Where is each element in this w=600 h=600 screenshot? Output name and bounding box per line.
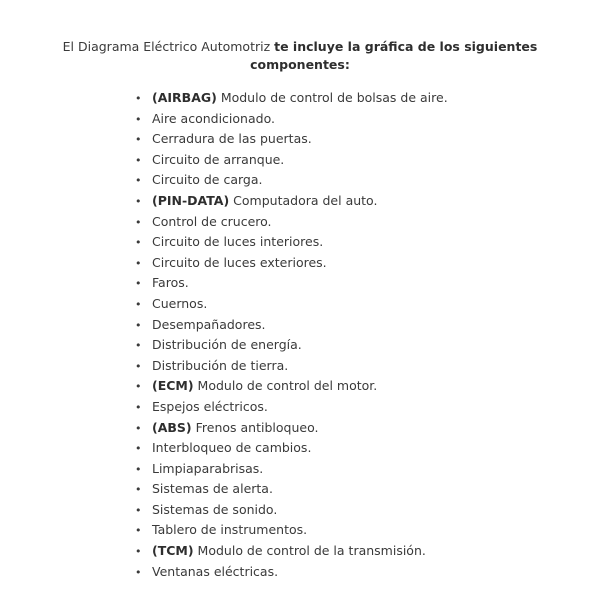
item-abbreviation: (PIN-DATA) bbox=[152, 192, 230, 208]
bullet-icon: • bbox=[135, 215, 142, 229]
bullet-icon: • bbox=[135, 483, 142, 497]
list-item bbox=[135, 294, 448, 315]
intro-bold-text: te incluye la gráfica de los siguientes bbox=[274, 39, 538, 54]
item-abbreviation: (TCM) bbox=[152, 543, 194, 559]
bullet-icon: • bbox=[135, 256, 142, 270]
bullet-icon: • bbox=[135, 503, 142, 517]
item-text: Sistemas de sonido. bbox=[152, 501, 278, 517]
item-text: Limpiaparabrisas. bbox=[152, 460, 264, 476]
bullet-icon: • bbox=[135, 421, 142, 435]
item-text: Modulo de control del motor. bbox=[193, 378, 378, 394]
item-text: Distribución de tierra. bbox=[152, 357, 289, 373]
item-text: Frenos antibloqueo. bbox=[191, 419, 319, 435]
list-item bbox=[135, 520, 448, 541]
intro-line-2: componentes: bbox=[250, 57, 350, 72]
list-item bbox=[135, 479, 448, 500]
item-text: Ventanas eléctricas. bbox=[152, 563, 279, 579]
bullet-icon: • bbox=[135, 297, 142, 311]
list-item bbox=[135, 88, 448, 109]
item-text: Aire acondicionado. bbox=[152, 110, 275, 126]
list-item bbox=[135, 376, 448, 397]
item-text: Circuito de luces interiores. bbox=[152, 234, 324, 250]
item-abbreviation: (ECM) bbox=[152, 378, 194, 394]
intro-plain-text: El Diagrama Eléctrico Automotriz bbox=[62, 39, 275, 54]
bullet-icon: • bbox=[135, 92, 142, 105]
list-item bbox=[135, 170, 448, 191]
bullet-icon: • bbox=[135, 318, 142, 332]
item-text: Cuernos. bbox=[152, 295, 208, 311]
list-item bbox=[135, 459, 448, 480]
list-item bbox=[135, 129, 448, 150]
list-item bbox=[135, 232, 448, 253]
list-item bbox=[135, 212, 448, 233]
item-abbreviation: (AIRBAG) bbox=[152, 90, 217, 105]
component-list bbox=[135, 88, 448, 582]
item-text: Computadora del auto. bbox=[229, 192, 378, 208]
list-item bbox=[135, 418, 448, 439]
list-item bbox=[135, 541, 448, 562]
list-item bbox=[135, 253, 448, 274]
item-text: Cerradura de las puertas. bbox=[152, 131, 312, 147]
bullet-icon: • bbox=[135, 236, 142, 250]
bullet-icon: • bbox=[135, 400, 142, 414]
item-text: Distribución de energía. bbox=[152, 337, 302, 353]
item-text: Espejos eléctricos. bbox=[152, 398, 268, 414]
list-item bbox=[135, 500, 448, 521]
item-text: Circuito de arranque. bbox=[152, 151, 285, 167]
intro-paragraph bbox=[0, 38, 600, 74]
bullet-icon: • bbox=[135, 565, 142, 579]
bullet-icon: • bbox=[135, 194, 142, 208]
item-text: Control de crucero. bbox=[152, 213, 272, 229]
bullet-icon: • bbox=[135, 442, 142, 456]
bullet-icon: • bbox=[135, 112, 142, 126]
list-item bbox=[135, 150, 448, 171]
bullet-icon: • bbox=[135, 380, 142, 394]
list-item bbox=[135, 273, 448, 294]
bullet-icon: • bbox=[135, 462, 142, 476]
list-item bbox=[135, 335, 448, 356]
bullet-icon: • bbox=[135, 359, 142, 373]
list-item bbox=[135, 562, 448, 583]
bullet-icon: • bbox=[135, 133, 142, 147]
intro-line-1 bbox=[0, 38, 600, 56]
item-text: Sistemas de alerta. bbox=[152, 481, 273, 497]
list-item bbox=[135, 397, 448, 418]
item-text: Modulo de control de bolsas de aire. bbox=[216, 90, 448, 105]
item-text: Circuito de carga. bbox=[152, 172, 263, 188]
bullet-icon: • bbox=[135, 524, 142, 538]
item-text: Tablero de instrumentos. bbox=[152, 522, 308, 538]
list-item bbox=[135, 438, 448, 459]
list-item bbox=[135, 356, 448, 377]
bullet-icon: • bbox=[135, 153, 142, 167]
bullet-icon: • bbox=[135, 174, 142, 188]
bullet-icon: • bbox=[135, 277, 142, 291]
item-text: Circuito de luces exteriores. bbox=[152, 254, 327, 270]
item-text: Modulo de control de la transmisión. bbox=[193, 543, 426, 559]
item-abbreviation: (ABS) bbox=[152, 419, 192, 435]
bullet-icon: • bbox=[135, 339, 142, 353]
item-text: Faros. bbox=[152, 275, 189, 291]
list-item bbox=[135, 315, 448, 336]
item-text: Desempañadores. bbox=[152, 316, 266, 332]
bullet-icon: • bbox=[135, 545, 142, 559]
item-text: Interbloqueo de cambios. bbox=[152, 440, 312, 456]
list-item bbox=[135, 109, 448, 130]
list-item bbox=[135, 191, 448, 212]
